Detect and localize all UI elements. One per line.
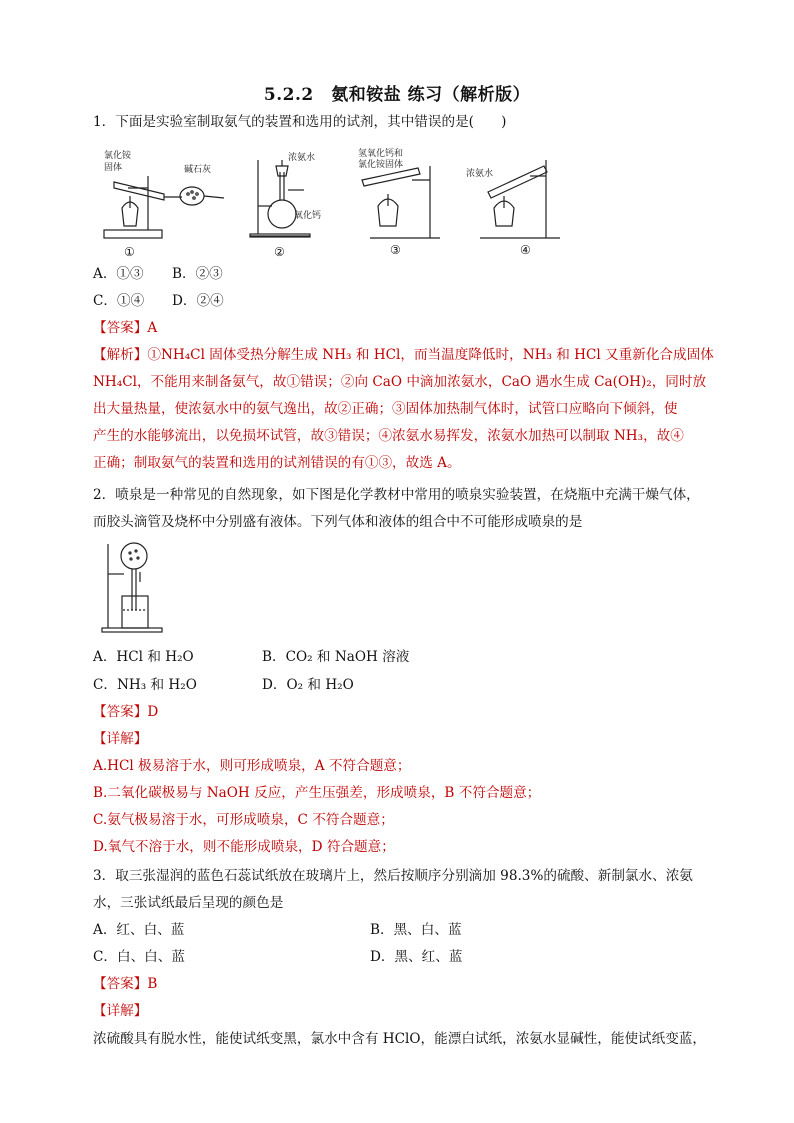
q2-detail-line-1: A.HCl 极易溶于水，则可形成喷泉，A 不符合题意； — [93, 758, 411, 774]
q2-option-d: D．O₂ 和 H₂O — [262, 677, 354, 693]
q1-analysis-text-1: ①NH₄Cl 固体受热分解生成 NH₃ 和 HCl，而当温度降低时，NH₃ 和 HCl 又重新化合成固体 — [147, 347, 714, 363]
fig-label-nh4cl: 氯化铵 — [104, 151, 132, 161]
q2-detail-label: 【详解】 — [93, 731, 148, 747]
q2-fountain-apparatus — [100, 538, 164, 636]
q3-answer: 【答案】B — [93, 976, 158, 992]
q1-analysis-line-2: NH₄Cl，不能用来制备氨气，故①错误；②向 CaO 中滴加浓氨水，CaO 遇水生成 Ca(OH)₂，同时放 — [93, 374, 707, 390]
q3-option-b: B．黑、白、蓝 — [370, 922, 462, 938]
q3-detail-label: 【详解】 — [93, 1003, 148, 1019]
q3-option-d: D．黑、红、蓝 — [370, 949, 463, 965]
q1-answer: 【答案】A — [93, 320, 158, 336]
q2-detail-line-4: D.氧气不溶于水，则不能形成喷泉，D 符合题意； — [93, 839, 395, 855]
q1-option-c: C．①④ — [93, 293, 145, 309]
q2-answer: 【答案】D — [93, 704, 159, 720]
q2-stem-line-1: 2．喷泉是一种常见的自然现象，如下图是化学教材中常用的喷泉实验装置，在烧瓶中充满干燥气体， — [93, 487, 700, 503]
q3-option-a: A．红、白、蓝 — [93, 922, 185, 938]
fig-label-cao: 氧化钙 — [294, 211, 322, 221]
q2-detail-line-2: B.二氧化碳极易与 NaOH 反应，产生压强差，形成喷泉，B 不符合题意； — [93, 785, 541, 801]
q1-analysis-line-4: 产生的水能够流出，以免损坏试管，故③错误；④浓氨水易挥发，浓氨水加热可以制取 NH₃，故④ — [93, 428, 684, 444]
apparatus-2-diagram — [250, 160, 310, 237]
q2-detail-line-3: C.氨气极易溶于水，可形成喷泉，C 不符合题意； — [93, 812, 394, 828]
fig-label-nh4cl-solid: 氯化铵固体 — [358, 160, 404, 170]
q3-stem-line-1: 3．取三张湿润的蓝色石蕊试纸放在玻璃片上，然后按顺序分别滴加 98.3%的硫酸、新制氯水、浓氨 — [93, 868, 693, 884]
fig-number-3: ③ — [390, 243, 401, 257]
fig-label-conc-ammonia-4: 浓氨水 — [466, 169, 494, 179]
q2-option-b: B．CO₂ 和 NaOH 溶液 — [262, 649, 410, 665]
q1-apparatus-figure — [100, 146, 570, 262]
q1-option-d: D．②④ — [172, 293, 224, 309]
fig-label-conc-ammonia: 浓氨水 — [288, 153, 316, 163]
q3-stem-line-2: 水，三张试纸最后呈现的颜色是 — [93, 895, 284, 911]
q1-option-a: A．①③ — [93, 266, 144, 282]
apparatus-3-diagram — [362, 166, 440, 238]
fig-number-1: ① — [124, 245, 135, 259]
q1-analysis-line-3: 出大量热量，使浓氨水中的氨气逸出，故②正确；③固体加热制气体时，试管口应略向下倾斜，使 — [93, 401, 678, 417]
fig-label-soda-lime: 碱石灰 — [184, 165, 212, 175]
q1-option-b: B．②③ — [172, 266, 223, 282]
page-title: 5.2.2 氨和铵盐 练习（解析版） — [263, 85, 531, 105]
q1-stem: 1．下面是实验室制取氨气的装置和选用的试剂，其中错误的是( ) — [93, 114, 507, 130]
apparatus-1-diagram — [104, 176, 224, 238]
q2-option-c: C．NH₃ 和 H₂O — [93, 677, 197, 693]
q1-analysis-label: 【解析】 — [93, 347, 148, 363]
q1-analysis-line-5: 正确；制取氨气的装置和选用的试剂错误的有①③，故选 A。 — [93, 455, 461, 471]
q2-stem-line-2: 而胶头滴管及烧杯中分别盛有液体。下列气体和液体的组合中不可能形成喷泉的是 — [93, 514, 583, 530]
fig-label-caoh2: 氢氧化钙和 — [358, 149, 404, 159]
fig-label-solid: 固体 — [104, 163, 123, 173]
q2-option-a: A．HCl 和 H₂O — [93, 649, 194, 665]
fig-number-2: ② — [274, 245, 285, 259]
q3-option-c: C．白、白、蓝 — [93, 949, 185, 965]
q1-analysis-line-1 — [93, 345, 714, 365]
q3-detail-line-1: 浓硫酸具有脱水性，能使试纸变黑，氯水中含有 HClO，能漂白试纸，浓氨水显碱性，能使试纸变蓝， — [93, 1031, 707, 1047]
fig-number-4: ④ — [520, 243, 531, 257]
